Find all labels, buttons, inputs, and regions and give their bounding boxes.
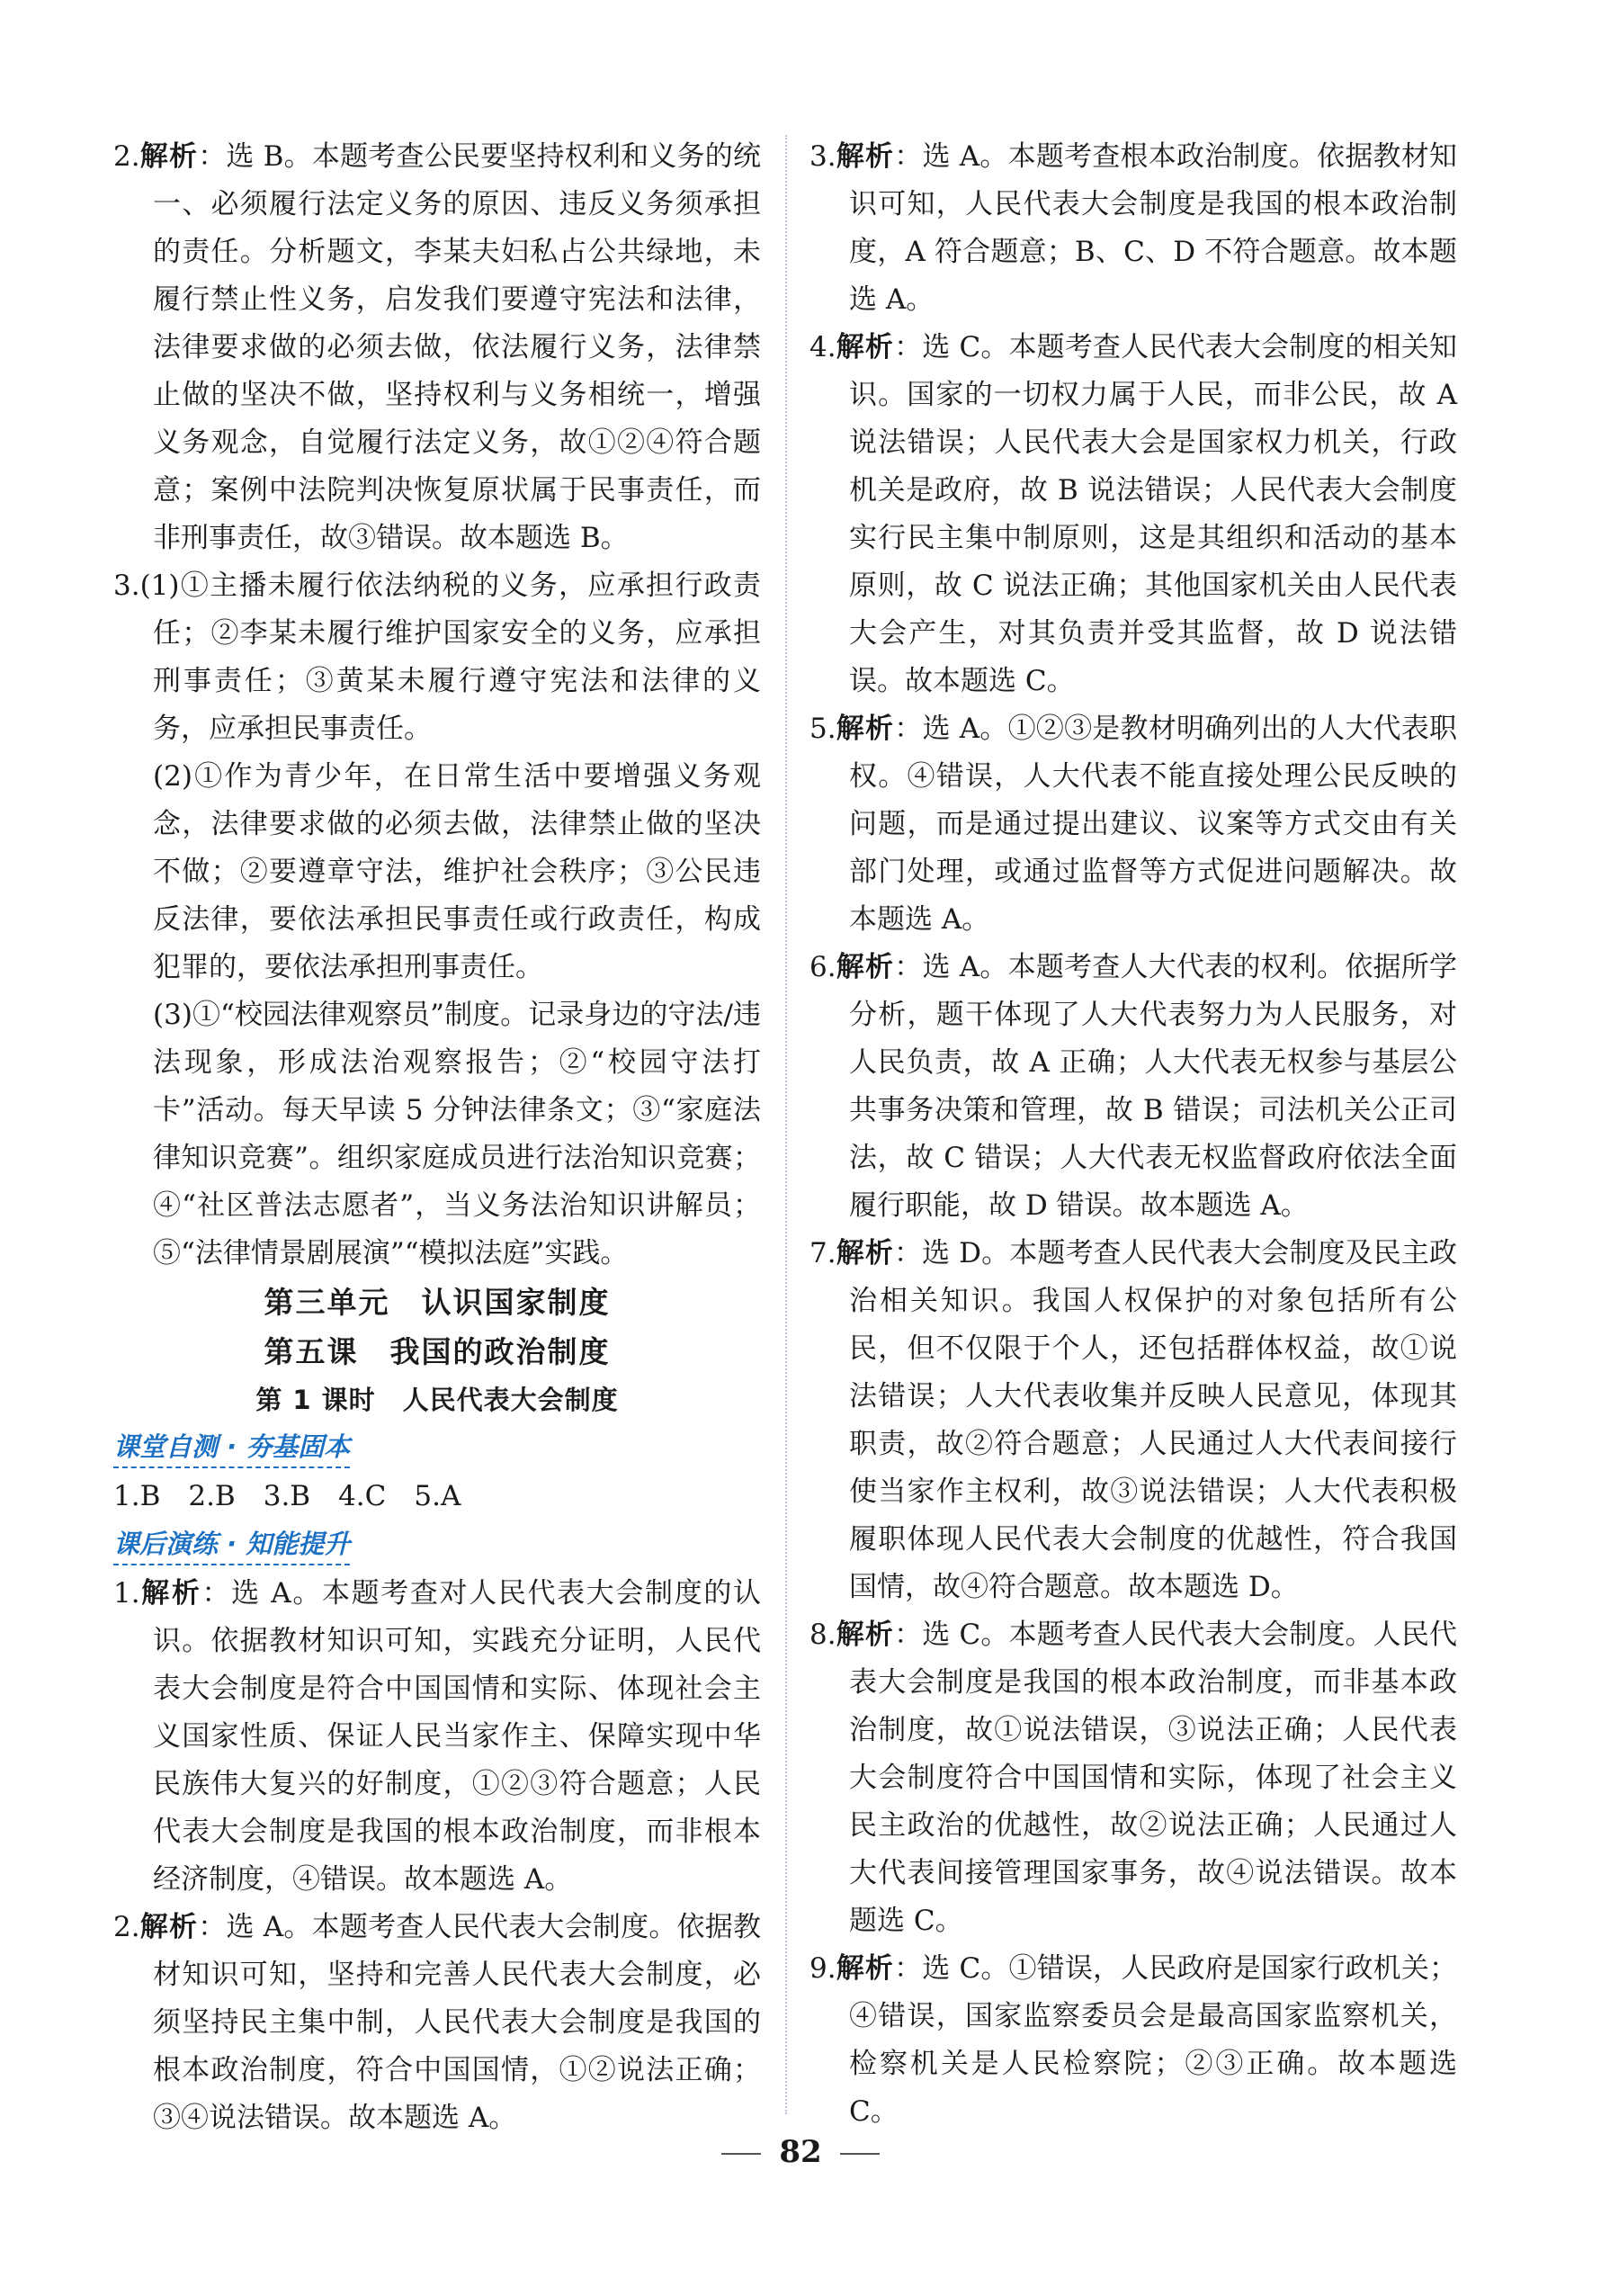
answer-item-3-part-3: (3)①“校园法律观察员”制度。记录身边的守法/违法现象，形成法治观察报告；②“校园守法打卡”活动。每天早读 5 分钟法律条文；③“家庭法律知识竞赛”。组织家庭成员进行法治知识竞赛；④“社区普法志愿者”，当义务法治知识讲解员；⑤“法律情景剧展演”“模拟法庭”实践。 (153, 999, 761, 1269)
footer-rule-right (840, 2153, 880, 2155)
analysis-keyword: 解析 (836, 1237, 894, 1269)
practice-item-8: 8.解析：选 C。本题考查人民代表大会制度。人民代表大会制度是我国的根本政治制度，而非基本政治制度，故①说法错误，③说法正确；人民代表大会制度符合中国国情和实际，体现了社会主义民主政治的优越性，故②说法正确；人民通过人大代表间接管理国家事务，故④说法错误。故本题选 C。 (809, 1619, 1458, 1937)
practice-item-5: 5.解析：选 A。①②③是教材明确列出的人大代表职权。④错误，人大代表不能直接处理公民反映的问题，而是通过提出建议、议案等方式交由有关部门处理，或通过监督等方式促进问题解决。故本题选 A。 (809, 713, 1458, 936)
section-heading-classroom: 课堂自测 · 夯基固本 (113, 1427, 350, 1468)
period-title: 第 1 课时 人民代表大会制度 (255, 1385, 619, 1415)
analysis-keyword: 解析 (139, 1577, 202, 1610)
page-footer (0, 2134, 1601, 2170)
practice-item-4: 4.解析：选 C。本题考查人民代表大会制度的相关知识。国家的一切权力属于人民，而非公民，故 A 说法错误；人民代表大会是国家权力机关，行政机关是政府，故 B 说法错误；人民代表大会制度实行民主集中制原则，这是其组织和活动的基本原则，故 C 说法正确；其他国家机关由人民代表大会产生，对其负责并受其监督，故 D 说法错误。故本题选 C。 (809, 331, 1458, 697)
practice-item-1: 1.解析：选 A。本题考查对人民代表大会制度的认识。依据教材知识可知，实践充分证明，人民代表大会制度是符合中国国情和实际、体现社会主义国家性质、保证人民当家作主、保障实现中华民族伟大复兴的好制度，①②③符合题意；人民代表大会制度是我国的根本政治制度，而非根本经济制度，④错误。故本题选 A。 (113, 1577, 761, 1896)
analysis-keyword: 解析 (836, 1619, 895, 1651)
answer-item-3: 3.(1)①主播未履行依法纳税的义务，应承担行政责任；②李某未履行维护国家安全的义务，应承担刑事责任；③黄某未履行遵守宪法和法律的义务，应承担民事责任。 (113, 570, 761, 745)
unit-title: 第三单元 认识国家制度 (264, 1285, 611, 1320)
practice-item-7: 7.解析：选 D。本题考查人民代表大会制度及民主政治相关知识。我国人权保护的对象包括所有公民，但不仅限于个人，还包括群体权益，故①说法错误；人大代表收集并反映人民意见，体现其职责，故②符合题意；人民通过人大代表间接行使当家作主权利，故③说法错误；人大代表积极履职体现人民代表大会制度的优越性，符合我国国情，故④符合题意。故本题选 D。 (809, 1237, 1457, 1603)
analysis-keyword: 解析 (139, 140, 199, 173)
answer-item-2: 2.解析：选 B。本题考查公民要坚持权利和义务的统一、必须履行法定义务的原因、违反义务须承担的责任。分析题文，李某夫妇私占公共绿地，未履行禁止性义务，启发我们要遵守宪法和法律，法律要求做的必须去做，依法履行义务，法律禁止做的坚决不做，坚持权利与义务相统一，增强义务观念，自觉履行法定义务，故①②④符合题意；案例中法院判决恢复原状属于民事责任，而非刑事责任，故③错误。故本题选 B。 (113, 140, 761, 554)
practice-item-9: 9.解析：选 C。①错误，人民政府是国家行政机关；④错误，国家监察委员会是最高国家监察机关，检察机关是人民检察院；②③正确。故本题选 C。 (809, 1952, 1458, 2128)
analysis-keyword: 解析 (836, 331, 895, 363)
column-divider (785, 135, 787, 2114)
lesson-title: 第五课 我国的政治制度 (264, 1334, 611, 1369)
page-number: 82 (779, 2134, 822, 2170)
analysis-keyword: 解析 (836, 1952, 895, 1985)
analysis-keyword: 解析 (836, 713, 895, 745)
right-column (809, 133, 1457, 2136)
section-heading-after-class: 课后演练 · 知能提升 (113, 1524, 350, 1565)
analysis-keyword: 解析 (139, 1911, 199, 1943)
quick-answers: 1.B 2.B 3.B 4.C 5.A (113, 1480, 461, 1512)
practice-item-2: 2.解析：选 A。本题考查人民代表大会制度。依据教材知识可知，坚持和完善人民代表大会制度，必须坚持民主集中制，人民代表大会制度是我国的根本政治制度，符合中国国情，①②说法正确；③④说法错误。故本题选 A。 (113, 1911, 762, 2134)
analysis-keyword: 解析 (836, 140, 895, 173)
footer-rule-left (721, 2153, 761, 2155)
answer-item-3-part-2: (2)①作为青少年，在日常生活中要增强义务观念，法律要求做的必须去做，法律禁止做的坚决不做；②要遵章守法，维护社会秩序；③公民违反法律，要依法承担民事责任或行政责任，构成犯罪的，要依法承担刑事责任。 (153, 760, 761, 983)
left-column (113, 133, 761, 2142)
practice-item-6: 6.解析：选 A。本题考查人大代表的权利。依据所学分析，题干体现了人大代表努力为人民服务，对人民负责，故 A 正确；人大代表无权参与基层公共事务决策和管理，故 B 错误；司法机关公正司法，故 C 错误；人大代表无权监督政府依法全面履行职能，故 D 错误。故本题选 A。 (809, 951, 1458, 1222)
practice-item-3: 3.解析：选 A。本题考查根本政治制度。依据教材知识可知，人民代表大会制度是我国的根本政治制度，A 符合题意；B、C、D 不符合题意。故本题选 A。 (809, 140, 1458, 316)
analysis-keyword: 解析 (836, 951, 895, 983)
